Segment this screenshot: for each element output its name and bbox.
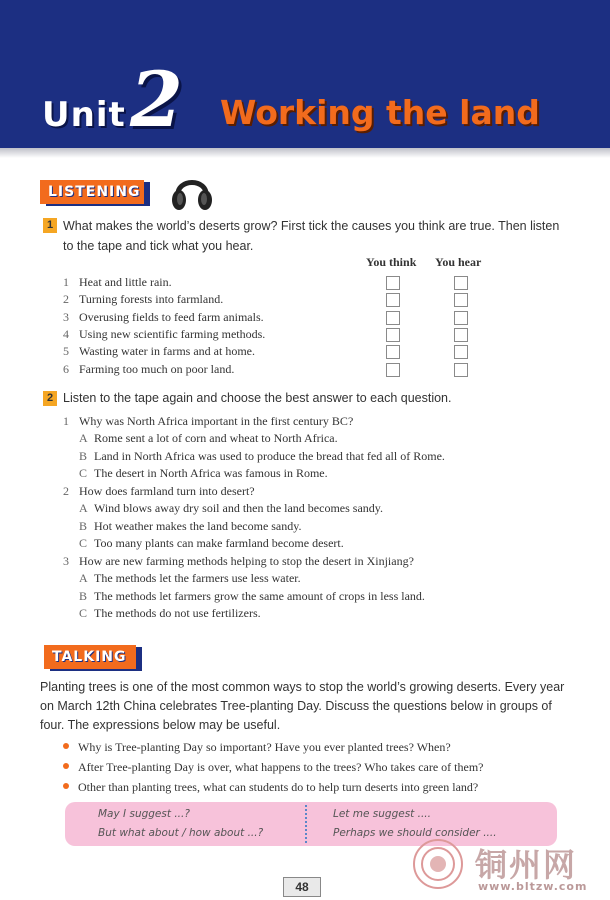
you-hear-checkbox[interactable] xyxy=(454,311,468,325)
discussion-question xyxy=(63,779,478,796)
unit-title: Working the land xyxy=(220,93,540,132)
option-letter: B xyxy=(79,589,88,603)
listening-section-tag xyxy=(40,180,152,206)
option-letter: B xyxy=(79,449,88,463)
unit-label: Unit xyxy=(42,95,126,135)
expression: Let me suggest .... xyxy=(333,808,431,820)
bullet-text: Why is Tree-planting Day so important? Have you ever planted trees? When? xyxy=(78,740,451,754)
q1-item xyxy=(63,343,255,360)
option-letter: C xyxy=(79,536,88,550)
option-text: Hot weather makes the land become sandy. xyxy=(94,519,302,533)
q1-item xyxy=(63,361,234,378)
banner-shadow xyxy=(0,148,610,158)
answer-option[interactable] xyxy=(79,605,261,622)
bullet-icon xyxy=(63,743,69,749)
q2-question xyxy=(63,553,414,570)
you-hear-checkbox[interactable] xyxy=(454,363,468,377)
listening-label: LISTENING xyxy=(48,184,141,200)
bullet-text: After Tree-planting Day is over, what happens to the trees? Who takes care of them? xyxy=(78,760,484,774)
item-number: 2 xyxy=(63,292,69,306)
item-number: 4 xyxy=(63,327,69,341)
expression: May I suggest ...? xyxy=(98,808,190,820)
q1-item xyxy=(63,326,265,343)
item-number: 5 xyxy=(63,344,69,358)
discussion-question xyxy=(63,759,484,776)
answer-option[interactable] xyxy=(79,518,301,535)
option-text: The methods let farmers grow the same amount of crops in less land. xyxy=(94,589,425,603)
item-text: Overusing fields to feed farm animals. xyxy=(79,310,264,324)
q1-number-badge: 1 xyxy=(43,218,57,233)
item-text: Using new scientific farming methods. xyxy=(79,327,266,341)
expression: Perhaps we should consider .... xyxy=(333,827,497,839)
item-number: 1 xyxy=(63,275,69,289)
option-letter: A xyxy=(79,571,88,585)
answer-option[interactable] xyxy=(79,430,338,447)
answer-option[interactable] xyxy=(79,448,445,465)
item-number: 6 xyxy=(63,362,69,376)
option-letter: A xyxy=(79,501,88,515)
question-text: How are new farming methods helping to stop the desert in Xinjiang? xyxy=(79,554,414,568)
question-text: How does farmland turn into desert? xyxy=(79,484,255,498)
answer-option[interactable] xyxy=(79,570,301,587)
col-you-think: You think xyxy=(366,255,417,269)
you-hear-checkbox[interactable] xyxy=(454,293,468,307)
bullet-icon xyxy=(63,763,69,769)
option-letter: B xyxy=(79,519,88,533)
you-think-checkbox[interactable] xyxy=(386,363,400,377)
you-hear-checkbox[interactable] xyxy=(454,345,468,359)
q1-item xyxy=(63,291,223,308)
unit-number: 2 xyxy=(130,55,183,144)
you-hear-checkbox[interactable] xyxy=(454,276,468,290)
answer-option[interactable] xyxy=(79,588,425,605)
option-text: Wind blows away dry soil and then the land becomes sandy. xyxy=(94,501,384,515)
discussion-question xyxy=(63,739,451,756)
q2-question xyxy=(63,413,353,430)
you-hear-checkbox[interactable] xyxy=(454,328,468,342)
headphones-icon xyxy=(170,172,214,212)
expression: But what about / how about ...? xyxy=(98,827,264,839)
option-text: The methods do not use fertilizers. xyxy=(94,606,261,620)
you-think-checkbox[interactable] xyxy=(386,345,400,359)
question-text: Why was North Africa important in the first century BC? xyxy=(79,414,354,428)
item-text: Turning forests into farmland. xyxy=(79,292,224,306)
q2-number-badge: 2 xyxy=(43,391,57,406)
item-number: 3 xyxy=(63,310,69,324)
col-you-hear: You hear xyxy=(435,255,482,269)
option-text: Rome sent a lot of corn and wheat to North Africa. xyxy=(94,431,338,445)
q1-item xyxy=(63,309,264,326)
option-letter: C xyxy=(79,606,88,620)
option-text: The methods let the farmers use less water. xyxy=(94,571,301,585)
you-think-checkbox[interactable] xyxy=(386,276,400,290)
q1-item xyxy=(63,274,172,291)
item-text: Wasting water in farms and at home. xyxy=(79,344,255,358)
option-letter: A xyxy=(79,431,88,445)
bullet-icon xyxy=(63,783,69,789)
question-number: 3 xyxy=(63,554,69,568)
expressions-divider xyxy=(305,805,307,843)
answer-option[interactable] xyxy=(79,465,328,482)
option-text: Land in North Africa was used to produce the bread that fed all of Rome. xyxy=(94,449,445,463)
bullet-text: Other than planting trees, what can students do to help turn deserts into green land? xyxy=(78,780,479,794)
talking-paragraph: Planting trees is one of the most common ways to stop the world’s growing deserts. Every year on March 12th China celebrates Tree-planting Day. Discuss the questions below in groups of four. The expressions below may be useful. xyxy=(40,680,565,732)
you-think-checkbox[interactable] xyxy=(386,311,400,325)
q2-instruction: Listen to the tape again and choose the best answer to each question. xyxy=(63,391,452,405)
page-number: 48 xyxy=(283,877,321,897)
talking-label: TALKING xyxy=(52,649,127,665)
watermark-url: www.bltzw.com xyxy=(478,880,588,893)
watermark-name: 铜州网 xyxy=(475,846,578,884)
item-text: Heat and little rain. xyxy=(79,275,172,289)
answer-option[interactable] xyxy=(79,500,383,517)
question-number: 1 xyxy=(63,414,69,428)
option-text: The desert in North Africa was famous in Rome. xyxy=(94,466,328,480)
q1-instruction: What makes the world’s deserts grow? First tick the causes you think are true. Then listen to the tape and tick what you hear. xyxy=(63,219,560,253)
answer-option[interactable] xyxy=(79,535,344,552)
option-text: Too many plants can make farmland become desert. xyxy=(94,536,344,550)
q2-question xyxy=(63,483,255,500)
item-text: Farming too much on poor land. xyxy=(79,362,235,376)
option-letter: C xyxy=(79,466,88,480)
you-think-checkbox[interactable] xyxy=(386,328,400,342)
question-number: 2 xyxy=(63,484,69,498)
talking-section-tag xyxy=(44,645,144,671)
you-think-checkbox[interactable] xyxy=(386,293,400,307)
